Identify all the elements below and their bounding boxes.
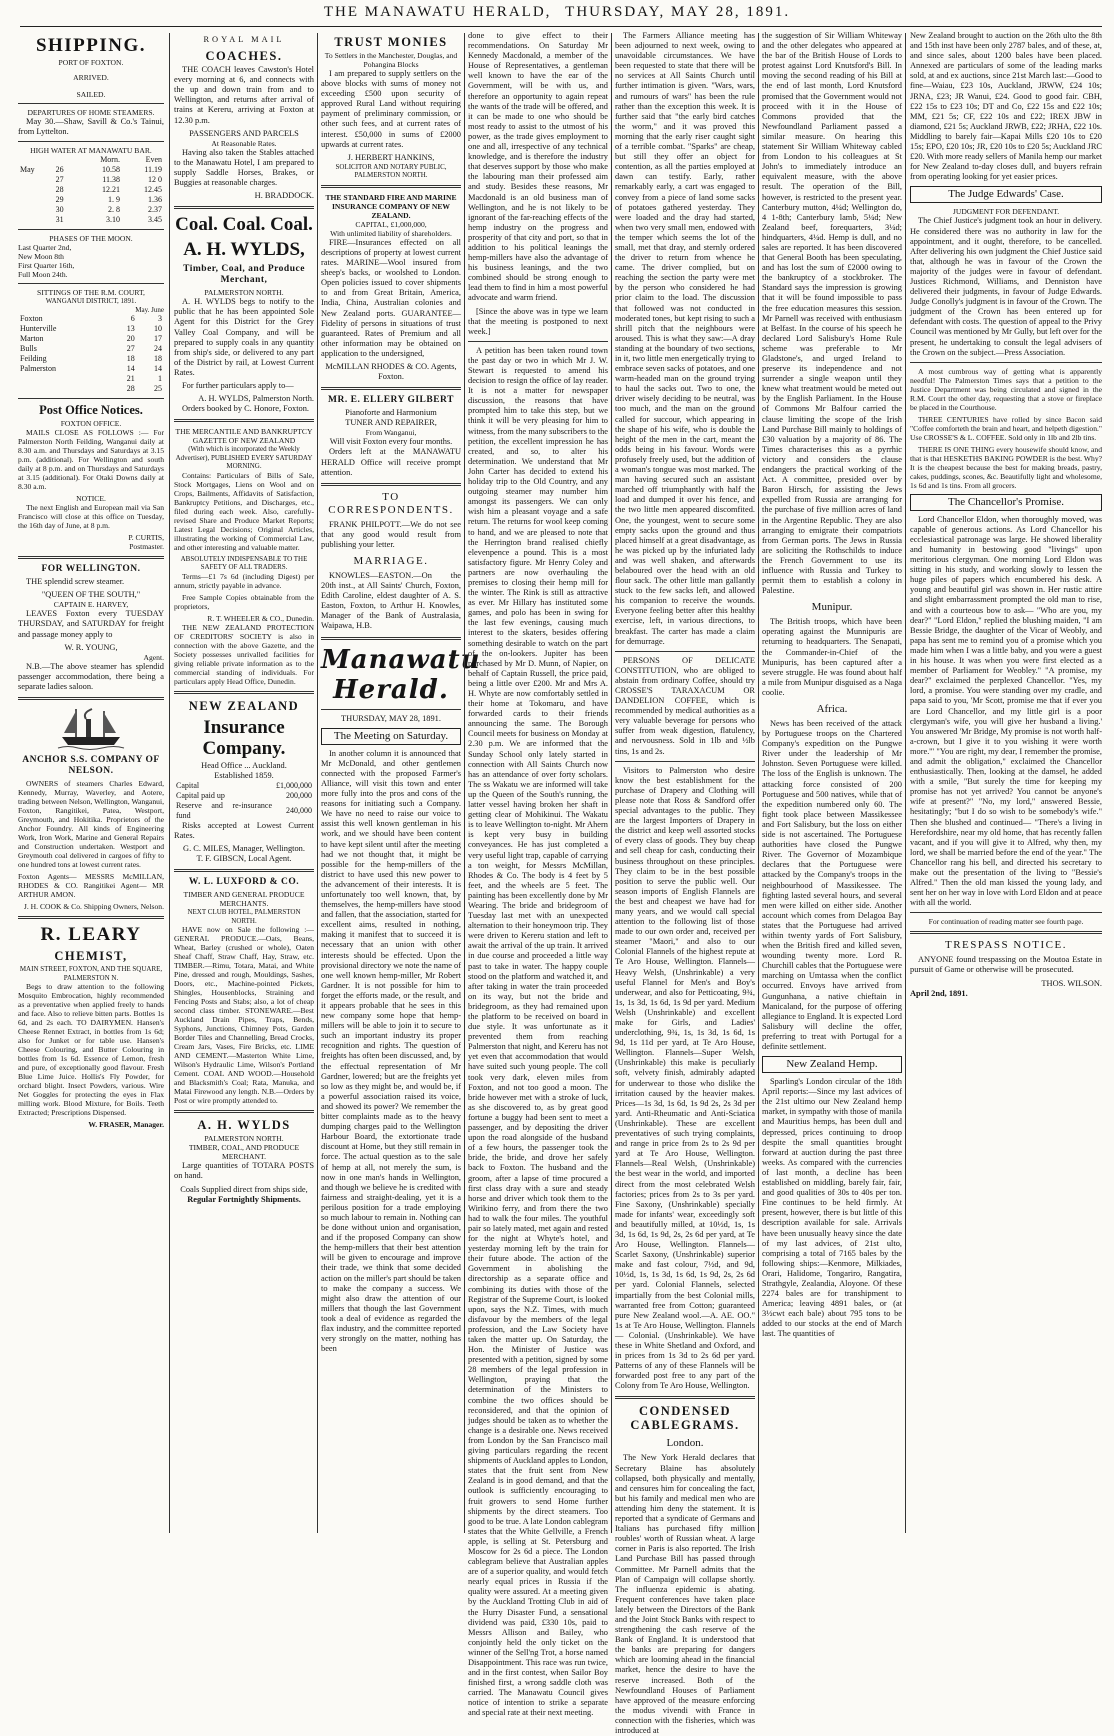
wylds-apply: For further particulars apply to— [182, 380, 294, 390]
column-7 [910, 31, 1102, 1535]
anchor-agents: Foxton Agents— MESSRS McMILLAN, RHODES & CO. Rangitikei Agent— MR ARTHUR AMON. [18, 872, 164, 900]
sittings-row: Bulls 27 24 [20, 344, 162, 354]
marriage-title: MARRIAGE. [353, 555, 429, 567]
high-water-title: HIGH WATER AT MANAWATU BAR. [30, 146, 152, 156]
hankins-sub: SOLICITOR AND NOTARY PUBLIC, PALMERSTON NORTH. [335, 162, 447, 180]
anchor-signature: J. H. COOK & Co. Shipping Owners, Nelson. [23, 902, 164, 912]
standard-title: THE STANDARD FIRE AND MARINE INSURANCE COMPANY OF NEW ZEALAND. [325, 192, 457, 220]
trespass-signature: THOS. WILSON. [1041, 978, 1102, 988]
sittings-row: Feilding 18 18 [20, 354, 162, 364]
trust-sub: To Settlers in the Manchester, Douglas, and Pohangina Blocks [324, 51, 458, 69]
chancellor-title: The Chancellor's Promise. [910, 494, 1102, 511]
paper-name: THE MANAWATU HERALD, [323, 4, 552, 20]
wylds-signature: A. H. WYLDS, Palmerston North. [198, 394, 314, 404]
coal-title: Coal. Coal. Coal. [175, 214, 313, 236]
sittings-header: May. June [135, 305, 164, 314]
munipur-title: Munipur. [811, 601, 853, 614]
column-rule [464, 33, 465, 1533]
stables-text: Having also taken the Stables attached to the Manawatu Hotel, I am prepared to supply Saddle Horses, Brakes, or Buggies at reasonable charges. [174, 147, 314, 188]
chemist-address: MAIN STREET, FOXTON, AND THE SQUARE, PALMERSTON N. [19, 965, 163, 982]
meeting-text-continued: done to give effect to their recommendations. On Saturday Mr Kennedy Macdonald, a member of the House of Representatives, a gentleman well known to have the ear of the Government, will be with us, and therefore an opportunity to again repeat the wants of the trade will be offered, and it can be made to one who should be most ready to assist to the utmost of his power, as the trade gives employment to one and all, irrespective of any technical knowledge, and is therefore the industry that deserves support by those who make the labouring man their professed aim and study. Besides these reasons, Mr Macdonald is an old business man of Wellington, and he is not likely to be ignorant of the far-reaching effects of the hemp industry on the progress and prosperity of that city and port, so that in addition to his political leanings the hemp-millers have also the advantage of his business leanings, and the two combined should be strong enough to lead them to find in him a most powerful advocate and warm friend. [468, 31, 608, 303]
luxford-sub: TIMBER AND GENERAL PRODUCE MERCHANTS. [183, 890, 305, 909]
wylds2-footer: Regular Fortnightly Shipments. [187, 1194, 301, 1204]
sailed-label: SAILED. [76, 90, 106, 99]
hemp-title: New Zealand Hemp. [762, 1056, 902, 1073]
moon-line: First Quarter 16th, [18, 261, 75, 271]
luxford-title: W. L. LUXFORD & CO. [188, 877, 300, 888]
herald-title: Manawatu Herald. [321, 644, 481, 705]
coffee-item: THREE CENTURIES have rolled by since Bacon said "Coffee comforteth the brain and heart, and helpeth digestion." Use CROSSE'S & L. COFFEE. Sold only in 1lb and 2lb tins. [910, 414, 1102, 442]
captain-name: CAPTAIN E. HARVEY, [53, 600, 129, 610]
nz-title: NEW ZEALAND [188, 698, 300, 713]
gilbert-from: From Wanganui, [365, 428, 417, 438]
sittings-row: 21 1 [126, 374, 162, 384]
orders-text: Orders booked by C. Honore, Foxton. [182, 404, 310, 414]
sittings-table [18, 314, 164, 394]
wylds2-coals: Coals Supplied direct from ships side, [180, 1184, 308, 1194]
postponed-note: [Since the above was in type we learn that the meeting is postponed to next week.] [468, 306, 608, 336]
agent-name: W. R. YOUNG, [64, 642, 118, 652]
standard-liability: With unlimited liability of shareholders. [330, 228, 452, 238]
wellington-text: THE splendid screw steamer. [26, 577, 125, 587]
wylds-place: PALMERSTON NORTH. [204, 288, 284, 298]
wylds2-title: A. H. WYLDS [197, 1118, 291, 1133]
leary-title: R. LEARY [40, 924, 142, 946]
hemp-text-continued: New Zealand brought to auction on the 26th ulto the 8th and 15th inst have been only 2787 bales, and of these, at, and since sales, about 1200 bales have been placed. Annexed are particulars of some of the leading marks sold, at and ex auctions, since 21st March last:—Good to fine—Waiau, £23 10s, Auckland, JRWW, £24 10s; JRNA, £23; JR Wanui, £24. Good to good fair. CBH, £22 15s to £23 10s; DT and Co, £22 15s and £22 10s; MM, £21 5s; CF, £22 10s and £22; IREX JBW in diamond, £21 5s; Auckland JRWB, £22; JRHA, £22 10s. Middling to barely fair—Kapai Mills £20 10s to £20 15s; EPO, £20 10s; JR, £20 10s to £20 5s; Auckland JRC £20. With more ready sellers of Manila hemp our market for New Zealand to-day closes dull, and buyers refrain from operating looking for yet easier prices. [910, 31, 1102, 182]
issue-date-header: THURSDAY, MAY 28, 1891. [565, 4, 791, 20]
wylds-sub: Timber, Coal, and Produce Merchant, [183, 264, 305, 286]
local-news: A petition has been taken round town the past day or two in which Mr J. W. Stewart is requested to amend his decision to resign the office of lay reader. It is not a matter for newspaper discussion, the reasons that have prompted him to take this step, but we think it will be very pleasing for him to witness, from the many subscribers to the petition, the excellent impression he has created, and so, to alter his determination. We understand that Mr John Carter has decided to extend his holiday trip to the Old Country, and any outgoing steamer may number him amongst its passengers. We can only wish him a pleasant voyage and a safe return. The returns for wool keep coming to hand, and we are pleased to note that the Herrington brand realised chiefly elevenpence a pound. This is a most satisfactory figure. Mr Henry Coley and partners are now overhauling the premises to closing their hemp mill for the winter. The Rink is still as attractive as ever. Mr Hillary has instituted some games, and polo has been in swing for the last few evenings, causing much interest to the skaters, besides offering something desirable to watch on the part of the on-lookers. Jupiter has been purchased by Mr D. Munn, of Napier, on behalf of Captain Russell, the price paid, being a little over £200. Mr and Mrs A. H. Whyte are now comfortably settled in their home at Tokomaru, and have forwarded cards to their friends announcing the same. The Borough Council meets for business on Monday at 2.30 p.m. We are informed that the Sunday School only lately started in connection with All Saints Church now has an attendance of over forty scholars. The ss Wakatu we are informed will take up the Queen of the South's running, the latter vessel having broken her shaft in getting clear of Mohikinui. The Wakatu is to leave Wellington to-night. Mr Ahern is kept very busy in building conveyances. He has just completed a very useful light trap, capable of carrying a ton weight, for Messrs McMillan, Rhodes & Co. The body is 4 feet by 5 feet, and the wheels are 5 feet. The painting has been excellently done by Mr Wearing. The bride and bridegroom of Tuesday last met with an unexpected alternation to their honeymoon trip. They were driven to Kereru station and left to await the arrival of the up train. It arrived in due course and proceeded a little way past to take in water. The happy couple stood on the platform and watched it, and after taking in water the train proceeded on its way, but not the bride and bridegroom, as they had remained upon the platform to be received on board in due style. It was unfortunate as it prevented them from reaching Palmerston that night, and Kereru has not yet even that accommodation that would have suited such young people. The coll took very dark, eleven miles from Foxton, and not too good a moon. The bride however met with a stroke of luck, as she discovered to, as by great good fortune a buggy had been sent to meet a passenger, and by depositing the driver upon the road alongside of the husband of a few hours, the passenger took the bride, the bride, and drove her safely back to Foxton. The husband and the groom, after a lapse of time procured a first class dray with a sure and steady horse and driver which took them to the Wirikino ferry, and from there the two had to walk the four miles. The youthful pair so lately mated, met again and rested for the night at Whyte's hotel, and yesterday morning left by the train for their future abode. The action of the Government in abolishing the directorship as a separate office and combining its duties with those of the Registrar of the Supreme Court, is looked upon, says the N.Z. Times, with much disfavour by the members of the legal profession, and the Law Society have taken the matter up. On Saturday, the Hon. the Minister of Justice was presented with a petition, signed by some 28 members of the legal profession in Wellington, praying that the determination of the Ministers to combine the two offices should be reconsidered, and that the opinion of judges should be taken as to whether the change is a desirable one. News received from London by the San Francisco mail giving particulars regarding the recent shipments of Auckland apples to London, states that the fruit sent from New Zealand is in good demand, and that the outlook is sufficiently encouraging to fruit growers to send Home further shipments by the direct steamers. Too good to be true. A late London cablegram states that the White Gellville, a French apple, is selling at St. Petersburg and Moscow for 2s 6d a piece. The London cablegram believe that Australian apples are of a superior quality, and would fetch nearly equal prices in Russia if the quality were assured. At a meeting given by the Auckland Trotting Club in aid of the Hurry Disaster Fund, a sensational dividend was paid, £330 10s, paid to Messrs Allison and Bailey, who conjointly held the only ticket on the winner of the Sell'ng Trot, a horse named Disappointment. This race was run twice, and in the first contest, when Sailor Boy finished first, a wrong saddle cloth was carried. The Manawatu Council gives notice of intention to strike a separate and special rate at their next meeting. [468, 345, 608, 1718]
notice-title: NOTICE. [76, 494, 106, 504]
masthead [0, 4, 1114, 21]
trust-text: I am prepared to supply settlers on the above blocks with sums of money not exceeding £500 upon security of approved Rural Land without requiring payment of preliminary commission, or other such fees, and at current rates of interest. £50,000 in sums of £2000 upwards at current rates. [321, 69, 461, 149]
parcels-title: PASSENGERS AND PARCELS [189, 128, 299, 138]
meeting-text: In another column it is announced that Mr McDonald, and other gentlemen connected with the proposed Farmer's Alliance, will visit this town and enter more fully into the pros and cons of the reasons for initiating such a Company. We have no need to raise our voice to assist this well known gentleman in his work, and we should have been content to have kept silent until after the meeting had we not thought that, it might be possible for the hemp-millers of the district to have used this new power to the advancement of their interests. It is unfortunately too well known, that, by themselves, the hemp-millers have stood and fallen, that the association, started for excellent aims, resulted in nothing, making it manifest that to succeed it is necessary that an union with other interests should be effected. Upon the provisional directory we note the name of one well known hemp-miller, Mr Robert Gardner. It is not possible for him to forget the efforts made, or the result, and it appears probable that he sees in this new company some hope that hemp-millers will be able to join it to secure to such an important industry its proper recognition and rights. The question of freights has often been discussed, and, by the effectual representation of Mr Gardner, lowered; but are the freights yet so low as they might be, and would be, if a powerful association raised its voice, and showed its power? We remember the bitter complaints made as to the heavy dumping charges paid to the Wellington Harbour Board, the extortionate trade discount at Home, but they still remain in force. The actual question as to the sale of hemp at all, not merely the sum, is now in one man's hands in Wellington, and though we believe he is credited with fairness and straight-dealing, yet it is a perilous position for a trade employing so much labour to remain in. Nothing can be done without union and organisation, and if the proposed Company can show the hemp-millers that their best attention will be given to encourage and improve their trade, we think that some decided action on the miller's part should be taken to make the company a success. We might also draw the attention of our millers that though the last Government took a deal of evidence as regarded the flax industry, and the committee reported very strongly on the matter, nothing has been [321, 748, 462, 1354]
steamship-icon [56, 705, 126, 751]
parcels-sub: At Reasonable Rates. [211, 138, 277, 148]
correspondents-text: FRANK PHILPOTT.—We do not see that any good would result from publishing your letter. [321, 519, 461, 549]
sittings-title: SITTINGS OF THE R.M. COURT, [37, 288, 145, 298]
braddock-signature: H. BRADDOCK. [254, 191, 314, 201]
notice-text: The next English and European mail via San Francisco will close at this office on Tuesday, the 16th day of June, at 8 p.m. [18, 503, 164, 531]
wylds2-place: PALMERSTON NORTH. [204, 1134, 284, 1144]
trespass-title: TRESPASS NOTICE. [944, 939, 1067, 952]
wylds2-text: Large quantities of TOTARA POSTS on hand. [174, 1161, 314, 1181]
tide-row: May 26 10.58 11.19 [20, 165, 162, 175]
meeting-title: The Meeting on Saturday. [321, 728, 461, 745]
capital-row: Capital £1,000,000 [176, 780, 312, 790]
correspondents-title: TO CORRESPONDENTS. [328, 490, 454, 516]
continuation-note: For continuation of reading matter see fourth page. [928, 917, 1084, 927]
luxford-address: NEXT CLUB HOTEL, PALMERSTON NORTH. [187, 908, 301, 925]
column-rule [611, 33, 612, 1533]
gibson-signature: T. F. GIBSCN, Local Agent. [196, 854, 292, 864]
departures-title: DEPARTURES OF HOME STEAMERS. [27, 108, 155, 117]
capital-row: Reserve and re-insurance fund 240,000 [176, 800, 312, 820]
sittings-row: Hunterville 13 10 [20, 324, 162, 334]
tide-row: 29 1. 9 1.36 [55, 195, 162, 205]
column-2 [174, 31, 314, 1535]
column-5 [615, 31, 755, 1735]
royal-mail-title: ROYAL MAIL [203, 35, 285, 44]
sittings-row: Foxton 6 3 [20, 314, 162, 324]
head-office: Head Office ... Auckland. [201, 760, 287, 770]
africa-title: Africa. [816, 703, 848, 715]
anchor-text: OWNERS of steamers Charles Edward, Kennedy, Murray, Waverley, and Aotere, trading between Nelson, Wellington, Wanganui, Foxton, Rangitikei, Patea, Westport, Greymouth, and Hokitika. Proprietors of the Anchor Foundry. All kinds of Engineering Work, Iron Work, Marine and General Repairs and Construction undertaken. Westport and Greymouth coal delivered in cargoes of fifty to one hundred tons at lowest current rates. [18, 779, 164, 870]
miles-signature: G. C. MILES, Manager, Wellington. [183, 844, 305, 854]
established: Established 1859. [214, 770, 274, 780]
gazette-indispensable: ABSOLUTELY INDISPENSABLE TO THE SAFETY OF ALL TRADERS. [180, 554, 308, 572]
agent-label: Agent. [143, 652, 164, 662]
gazette-free: Free Sample Copies obtainable from the proprietors, [174, 592, 314, 611]
coaches-title: COACHES. [205, 49, 283, 64]
stove-item: A most cumbrous way of getting what is apparently needful! The Palmerston Times says that a petition to the Justice Department was being circulated and signed in the R.M. Court the other day, requesting that a stove or fireplace be placed in the Courthouse. [910, 366, 1102, 412]
issue-date: THURSDAY, MAY 28, 1891. [341, 713, 441, 723]
gilbert-orders: Orders left at the MANAWATU HERALD Office will receive prompt attention. [321, 447, 461, 477]
gilbert-sub: Pianoforte and Harmonium [345, 408, 437, 418]
wylds2-sub: TIMBER, COAL, AND PRODUCE MERCHANT. [188, 1143, 300, 1162]
anchor-title: ANCHOR S.S. COMPANY OF NELSON. [22, 755, 160, 777]
marriage-text: KNOWLES—EASTON.—On the 20th inst., at All Saints' Church, Foxton, Edith Caroline, eldest daughter of A. S. Easton, Foxton, to Arthur H. Knowles, Manager of the Bank of Australasia, Waipawa, H.B. [321, 571, 461, 631]
hankins-name: J. HERBERT HANKINS, [347, 152, 435, 162]
judge-title: The Judge Edwards' Case. [910, 186, 1102, 203]
steamer-nb: N.B.—The above steamer has splendid passenger accommodation, there being a separate ladies saloon. [18, 661, 164, 691]
capital-row: Capital paid up 200,000 [176, 790, 312, 800]
gazette-signature: R. T. WHEELER & CO., Dunedin. [207, 613, 314, 623]
port-label: PORT OF FOXTON. [58, 58, 124, 67]
sittings-row: Palmerston 14 14 [20, 364, 162, 374]
local-news-continued: The Farmers Alliance meeting has been adjourned to next week, owing to unavoidable circumstances. We have been requested to state that there will be no services at All Saints Church until further intimation is given. "Wars, wars, and rumours of wars" has been the rule rather than the exception this week. It is further said that "the early bird catches the worm," and it was proved this morning that the early riser caught sight of a terrible combat. "Sparks" are cheap, but still they offer an object for contention, as all the parties employed at dawn can testify. Early, rather remarkably early, a cart was engaged to convey from a piece of land some sacks of potatoes gathered yesterday. They were loaded and the dray had started, when two very small men, endowed with the temper which seems the lot of the small, met that dray, and sternly ordered the driver to return from whence he came. The driver complied, but on reaching the section the party were met by the person who considered he had prior claim to the load. The discussion that followed was not conducted in moderated tones, but kept rising to such a shrill pitch that the neighbours were aroused. This is what they saw:—A dray standing at the boundary of two sections, in it, two little men energetically trying to embrace seven sacks of potatoes, and one warm-headed man on the ground trying to haul the sacks out. Two to one, the driver wisely deciding to be neutral, was too much, and the man on the ground called for succour, which appearing in the shape of his wife, who is double the height of the men in the cart, meant the odds being in his favour. Words were profusely freely used, but the addition of a woman's tongue was most marked. The man having secured such an assistant marched off triumphantly with half the load and dumped it over his fence, and the two little men appeared discomfited. One, the youngest, went to secure some empty sacks upon the ground and thus placed himself at a great disadvantage, as he was picked up by the infuriated lady and was well shaken, and afterwards belaboured over the head with an old flour sack. The other little man gallantly stuck to the few sacks left, and allowed his companion to receive the wounds. Everyone feeling better after this healthy exercise, left, in various directions, to breakfast. The carter has made a claim for demurrage. [615, 31, 755, 646]
column-rule [169, 33, 170, 1533]
gazette-sub: (With which is incorporated the Weekly Advertiser), PUBLISHED EVERY SATURDAY MORNING. [175, 445, 313, 471]
notice-signature-title: Postmaster. [129, 542, 164, 552]
tide-row: 27 11.38 12 0 [55, 175, 162, 185]
london-text: The New York Herald declares that Secretary Blaine has absolutely collapsed, both physically and mentally, and censures him for concealing the fact, but his family and medical men who are attending him deny the statement. It is reported that a syndicate of Germans and Italians has purchased fifty million roubles' worth of Russian wheat. A large corner in Paris is also reported. The Irish Land Purchase Bill has passed through Committee. Mr Parnell admits that the Plan of Campaign will collapse shortly. The influenza epidemic is abating. Frequent conferences have taken place lately between the Directors of the Bank and the Joint Stock Banks with respect to strengthening the cash reserve of the Bank of England. It is understood that the banks are preparing for dangers which are looming ahead in the financial market, hence the desire to have the reserve increased. Both of the Newfoundland Houses of Parliament have approved of the measure enforcing the modus vivendi with France in connection with the fisheries, which was introduced at [615, 1453, 755, 1735]
gazette-contains: Contains: Particulars of Bills of Sale, Stock Mortgages, Liens on Wool and on Crops, Bailments, Affidavits of Satisfaction, Bankruptcy Petitions, and Discharges, etc., filed during each week. Also, carefully-revised Share and Produce Market Reports; Latest Legal Decisions; Original Articles, illustrating the working of Commercial Law, and other interesting and valuable matter. [174, 470, 314, 552]
gazette-title: THE MERCANTILE AND BANKRUPTCY GAZETTE OF NEW ZEALAND [175, 427, 313, 446]
gilbert-visit: Will visit Foxton every four months. [329, 437, 453, 447]
departures-text: May 30.—Shaw, Savill & Co.'s Tainui, from Lyttelton. [18, 117, 164, 137]
drapery-advert: Visitors to Palmerston who desire know the best establishment for the purchase of Drapery and Clothing will please note that Ross & Sandford offer special advantages to the public. They are the largest Importers of Drapery in the district and keep well assorted stocks of every class of goods. They buy cheap and sell cheap for cash, conducting their business throughout on these principles. They claim to be in the best possible position to serve the public well. Our season imports of English Flannels are the best and cheapest we have had for many years, and we would call special attention to the following list of those made to our own order and, received per steamer "Maori," and also to our Colonial Flannels of the highest repute at Te Aro House, Wellington. Flannels—Heavy Welsh, (Unshrinkable) a very useful Flannel for Men's and Boy's underwear, and also for Petticoating, 9¾, 1s, 1s 3d, 1s 6d, 1s 9d per yard. Medium Welsh (Unshrinkable) and excellent make for Girls, and Ladies' underclothing, 9¾, 1s, 1s 3d, 1s 6d, 1s 9d, 1s 11d per yard, at Te Aro House, Wellington. Flannels—Super Welsh, (Unshrinkable) this make is peculiarly soft, velvety finish, admirably adapted for underwear to those who dislike the irritation caused by the heavier makes. Prices—1s 3d, 1s 6d, 1s 9d 2s, 2s 3d per yard. Anti-Rheumatic and Anti-Sciatica (Unshrinkable). These are excellent preventatives of such trying complaints, and range in price from 2s to 2s 9d per yard at Te Aro House, Wellington. Flannels—Real Welsh, (Unshrinkable) the best wear in the world, and imported direct from the most celebrated Welsh factories; prices from 2s to 3s per yard. Fine Saxony, (Unshrinkable) specially made for infants' wear, exceedingly soft and beautifully milled, at 10½d, 1s, 1s 3d, 1s 6d, 1s 9d, 2s, 2s 6d per yard, at Te Aro House, Wellington. Flannels—Scarlet Saxony, (Unshrinkable) superior make and fast colour, 7½d, and 9d, 10½d, 1s, 1s 3d, 1s 6d, 1s 9d, 2s, 2s 6d per yard. Colonial Flannels, selected impartially from the best Colonial mills, warranted free from Cotton; guaranteed pure New Zealand wool.—A. AE. OO." 1s at Te Aro House, Wellington. Flannels — Colonial. (Unshrinkable). We have these in White Shetland and Oxford, and in prices from 1s 3d to 2s 6d per yard. Patterns of any of these Flannels will be forwarded post free to any part of the Colony from Te Aro House, Wellington. [615, 765, 755, 1391]
wylds-text: A. H. WYLDS begs to notify to the public that he has been appointed Sole Agent for this District for the Grey Valley Coal Company, and will be prepared to supply coals in any quantity from ship's side, or delivered to any part of the District by rail, at Lowest Current Rates. [174, 297, 314, 377]
chemist-signature: W. FRASER, Manager. [88, 1120, 164, 1130]
tide-row: 31 3.10 3.45 [55, 215, 162, 225]
steamer-name: "QUEEN OF THE SOUTH," [41, 590, 141, 600]
mails-text: MAILS CLOSE AS FOLLOWS :— For Palmerston North Feilding, Wanganui daily at 8.30 a.m. and Thursdays and Saturdays at 3.15 p.m. (additional). For Wellington and south daily at 8 p.m. and on Thursdays and Saturdays at 3.15 (additional). For Otaki Downs daily at 8.30 a.m. [18, 428, 164, 492]
column-4 [468, 31, 608, 1718]
column-1 [18, 31, 164, 1535]
chancellor-text: Lord Chancellor Eldon, when thoroughly moved, was capable of generous actions. As Lord Chancellor his ecclesiastical patronage was large. He showed liberality and humanity in bestowing good "livings" upon meritorious clergyman. One morning Lord Eldon was sitting in his study, and working slowly to lessen the huge piles of papers which encumbered his desk. A young and beautiful girl was shown in. Her rustic attire and slight embarrassment prompted the old man to rise, and with a courteous bow to ask— "Who are you, my dear?" "Lord Eldon," replied the blushing maiden, "I am Bessie Bridge, the daughter of the Vicar of Weobly, and papa has sent me to remind you of a promise which you made him when I was a little baby, and you were a guest in his house. It was when you were first elected as a member of Parliament for Weobley." "A promise, my dear?" exclaimed the perplexed Chancellor. "Yes, my lord, a promise. You were standing over my cradle, and papa said to you, 'Mr Scott, promise me that if ever you are Lord Chancellor, and my little girl is a poor clergyman's wife, you will give her husband a living.' You answered 'Mr Bridge, My promise is not worth half-a-crown, but I give it to you wishing it were worth more.'" "You are right, my dear, I remember the promise, and admit the obligation," exclaimed the Chancellor enthusiastically. Then, looking at the damsel, he added with a smile, "But surely the time for keeping my promise has not yet arrived? You cannot be anyone's wife at present?" "No, my lord," answered Bessie, hesitatingly; "but I do so wish to be somebody's wife." Then she blushed and continued— "There's a living in Herefordshire, near my old home, that has recently fallen vacant, and if you will give it to Alfred, why then, my lord, we shall be married before the end of the year." The Chancellor rang his bell, and directed his secretary to make out the presentation of the living to "Bessie's Alfred." Then the old man kissed the young lady, and sent her on her way in love with Lord Eldon and at peace with all the world. [910, 514, 1102, 908]
risks-text: Risks accepted at Lowest Current Rates. [174, 820, 314, 841]
london-title: London. [666, 1437, 704, 1450]
chemist-text: Begs to draw attention to the following Mosquito Embrocation, highly recommended as a preventative when applied freely to hands and face. Also to relieve bitten parts. Bottles 1s 6d, and 2s each. TO DAIRYMEN. Hansen's Cheese Rennet Extract, in bottles from 1s 6d; also for Junket or for table use. Hansen's Cheese Colouring, and Butter Colouring in bottles from 1s 6d. Essence of Lemon, fresh and pure, of exceptionally good flavour. Fresh Blue Lime Juice. Hollis's Fly Powder, for orchard blight. Insect Powders, various. Wire Net Goggles for protecting the eyes in Flax milling work. Blood Mixture, for Boils. Teeth Extracted; Prescriptions Dispensed. [18, 982, 164, 1118]
gilbert-tuner: TUNER AND REPAIRER, [345, 418, 437, 428]
masthead-rule [20, 26, 1102, 27]
shipping-title: SHIPPING. [35, 35, 147, 56]
cable-continued: the suggestion of Sir William Whiteway and the other delegates who appeared at the bar of the British House of Lords to protest against Lord Knutsford's Bill. In moving the second reading of his Bill at the end of last month, Lord Knutsford promised that the Government would not proceed with it in the House of Commons provided that the Newfoundland Parliament passed a similar measure. On hearing this statement Sir William Whiteway cabled from London to his colleagues at St John's to immediately introduce an equivalent measure, with the above result. The operation of the Bill, however, is restricted to the present year. Canterbury mutton, 4¼d; Wellington do, 4 1-8th; Canterbury lamb, 5¼d; New Zealand beef, forequarters, 3¼d; hindquarters, 4¼d. Hemp is dull, and no sales are reported. It has been discovered that General Booth has been speculating, and has lost the sum of £2000 owing to the bankruptcy of a stockbroker. The Standard says the impression is growing that it will be found impossible to pass the free education measures this session. Mr Parnell was received with enthusiasm at Belfast. In the course of his speech he declared Lord Salisbury's Home Rule scheme was preferable to Mr Gladstone's, and urged Ireland to preserve its independence and not surrender a single weapon until they knew what treatment would be meted out by the English Parliament. In the House of Commons Mr Balfour carried the clause limiting the scope of the Irish Land Purchase Bill mainly to holdings of £30 valuation by a majority of 86. The Times characterises this as a pyrrhic victory and considers the clause endangers the practical working of the Act. A committee, presided over by Baron Hirsch, for assisting the Jews expelled from Russia are arranging for the purchase of five million acres of land in the Argentine Republic. They are also arranging to emigrate their compatriots from German ports. The Jews in Russia are soliciting the Rothschilds to induce the French Government to use its influence with Russia and Turkey to permit them to establish a colony in Palestine. [762, 31, 902, 596]
coach-text: THE COACH leaves Cawston's Hotel every morning at 6, and connects with the up and down train from and to Wellington, and returns after arrival of trains at Kereru, arriving at Foxton at 12.30 p.m. [174, 65, 314, 125]
baking-powder-item: THERE IS ONE THING every housewife should know, and that is that HESKETHS BAKING POWDER is the best. Why? It is the cheapest because the best for making breads, pastry, cakes, puddings, scones, &c. Beautifully light and wholesome, 1s 6d and 1s tins. From all grocers. [910, 444, 1102, 490]
trespass-text: ANYONE found trespassing on the Moutoa Estate in pursuit of Game or otherwise will be prosecuted. [910, 955, 1102, 975]
sittings-sub: WANGANUI DISTRICT, 1891. [45, 297, 137, 306]
capital-table [174, 781, 314, 821]
sittings-row: 28 25 [126, 384, 162, 394]
moon-line: New Moon 8th [18, 252, 64, 262]
insurance-title: Insurance Company. [202, 716, 286, 759]
tide-row: 30 2. 8 2.37 [55, 205, 162, 215]
luxford-text: HAVE now on Sale the following :— GENERAL PRODUCE.—Oats, Beans, Wheat, Barley (crushed or whole), Oaten Sheaf Chaff, Straw Chaff, Hay, Straw, etc. TIMBER.—Rimu, Totara, Matai, and White Pine, dressed and rough, Mouldings, Sashes, Doors, etc., Machine-pointed Pickets, Shingles, Housenblocks, Straining and Fencing Posts and Stabs; also, a lot of cheap second class timber. STONEWARE.—Best Auckland Drain Pipes, Traps, Bends, Syphons, Junctions, Chimney Pots, Garden Border Tiles and Channelling, Bread Crocks, Cream Jars, Vases, Fire Bricks, etc. LIME AND CEMENT.—Masterton White Lime, Wilson's Hydraulic Lime, Wilson's Portland Cement. COAL AND WOOD.—Household and Blacksmith's Coal; Rata, Manuka, and Matai Firewood any length. N.B.—Orders by Post or wire promptly attended to. [174, 925, 314, 1106]
gilbert-title: MR. E. ELLERY GILBERT [328, 395, 454, 406]
tide-row: 28 12.21 12.45 [55, 185, 162, 195]
gazette-terms: Terms—£1 7s 6d (including Digest) per annum, strictly payable in advance. [174, 571, 314, 590]
hemp-text: Sparling's London circular of the 18th April reports:—Since my last advices of the 21st ultimo our New Zealand hemp market, in sympathy with those of manila and Mauritius hemps, has been dull and depressed, prices continuing to droop despite the small quantities brought forward at auction during the past three weeks. As compared with the currencies of last month, a decline has been established on middling, barely fair, fair, and good qualities of 30s to 40s per ton. Fine continues to be held firmly. At present, however, there is but little of this description available for sale. Arrivals have been unusually heavy since the date of my last advices, of 21st ulto, comprising a total of 7165 bales by the following ships:—Kenmore, Milkiades, Orari, Halidome, Tongariro, Rangatira, Strathgyle, Zealandia, Aloyone. Of these 2274 bales are for transhipment to America; leaving 4891 bales, or (at 3½cwt each bale) about 795 tons to be added to our stocks at the end of March last. The quantities of [762, 1077, 902, 1339]
trust-title: TRUST MONIES [334, 35, 448, 49]
moon-line: Full Moon 24th. [18, 270, 68, 280]
chemist-title: CHEMIST, [54, 949, 128, 964]
column-rule [758, 33, 759, 1533]
sittings-row: Marton 20 17 [20, 334, 162, 344]
coffee-advert: PERSONS OF DELICATE CONSTITUTION, who are obliged to abstain from ordinary Coffee, should try CROSSE'S TARAXACUM OR DANDELION COFFEE, which is recommended by medical authorities as a very valuable beverage for persons who suffer from weak digestion, flatulency, and nervousness. Sold in 1lb and ½lb tins, 1s and 2s. [615, 655, 755, 756]
column-6 [762, 31, 902, 1535]
wellington-title: FOR WELLINGTON. [41, 564, 141, 575]
standard-capital: CAPITAL, £1,000,000, [355, 219, 427, 229]
column-3 [321, 31, 481, 1535]
standard-signature: McMILLAN RHODES & CO. Agents, Foxton. [325, 361, 457, 382]
notice-signature: P. CURTIS, [128, 533, 164, 543]
standard-text: FIRE—Insurances effected on all descriptions of property at lowest current rates. MARINE—Wool insured from sheep's backs, or woolshed to London. Open policies issued to cover shipments to and from Great Britain, America, India, China, Australian colonies and New Zealand ports. GUARANTEE—Fidelity of persons in situations of trust guaranteed. Rates of Premium and all other information may be obtained on application to the undersigned, [321, 237, 461, 358]
leaves-text: LEAVES Foxton every TUESDAY THURSDAY, and SATURDAY for freight and passage money apply to [18, 609, 164, 639]
trespass-date: April 2nd, 1891. [910, 988, 968, 998]
judge-text: The Chief Justice's judgment took an hour in delivery. He considered there was no authority in law for the appointment, and it ought, therefore, to be cancelled. After delivering his own judgment the Chief Justice said that, although he was in favour of the Crown the majority of the judges were in favour of defendant. Justices Richmond, Williams, and Denniston have delivered their judgments, in favour of Judge Edwards. Judge Conolly's judgment is in favour of the Crown. The judgment of the Crown has been entered up for defendant with costs. The question of appeal to the Privy Council was mentioned by Mr Gully, but left over for the present, he undertaking to consult the legal advisers of the Crown on the subject.—Press Association. [910, 216, 1102, 357]
judge-sub: JUDGMENT FOR DEFENDANT. [952, 207, 1060, 217]
column-rule [905, 33, 906, 1533]
protection-text: THE NEW ZEALAND PROTECTION OF CREDITORS' SOCIETY is also in connection with the above Gazette, and the Society possesses unrivalled facilities for giving reliable private information as to the commercial standing of individuals. For particulars apply Head Office, Dunedin. [174, 622, 314, 686]
newspaper-page [18, 31, 1102, 1735]
post-office-title: Post Office Notices. [39, 403, 143, 418]
africa-text: News has been received of the attack by Portuguese troops on the Chartered Company's expedition on the Pungwe River under the leadership of Mr Johnston. Seven Portuguese were killed. The loss of the English is unknown. The attacking force consisted of 200 Portuguese and 500 natives, while that of the expedition numbered only 60. The fight took place between Massikessee and Fort Salisbury, but the loss on either side is not ascertained. The Portuguese authorities have closed the Pungwe River. The Governor of Mozambique declares that the Portuguese were attacked by the Company's troops in the neighbourhood of Massikessee. The fighting lasted several hours, and several men were killed on either side. Another account which comes from Delagoa Bay states that the Portuguese had arrived within twenty yards of Fort Salisbury, when the British fired and killed seven, wounding twenty more. Lord R. Churchill cables that the Portuguese were marching on Umtassa when the conflict occurred. Envoys have arrived from Gungunhana, a native chieftain in Manicaland, for the purpose of offering allegiance to England. It is expected Lord Salisbury will decline the offer, preferring to treat with Portugal for a definite settlement. [762, 719, 902, 1051]
moon-line: Last Quarter 2nd, [18, 243, 72, 253]
arrived-label: ARRIVED. [73, 73, 109, 82]
munipur-text: The British troops, which have been operating against the Munnipuris are returning to headquarters. The Senapati, the Commander-in-Chief of the Munipuris, has been captured after a severe struggle. He was found about half a mile from Munipur disguised as a Naga coolie. [762, 617, 902, 697]
post-office-sub: FOXTON OFFICE. [60, 419, 122, 429]
cablegrams-title: CONDENSED CABLEGRAMS. [630, 1404, 740, 1433]
column-rule [317, 33, 318, 1533]
wylds-title: A. H. WYLDS, [183, 239, 305, 261]
tide-table: Morn. Even May 26 10.58 11.19 27 11.38 12 0 28 12.21 12.45 29 1. 9 1.36 30 2. 8 2.37 31 3.10 3.45 [20, 155, 162, 225]
moon-title: PHASES OF THE MOON. [49, 234, 133, 244]
